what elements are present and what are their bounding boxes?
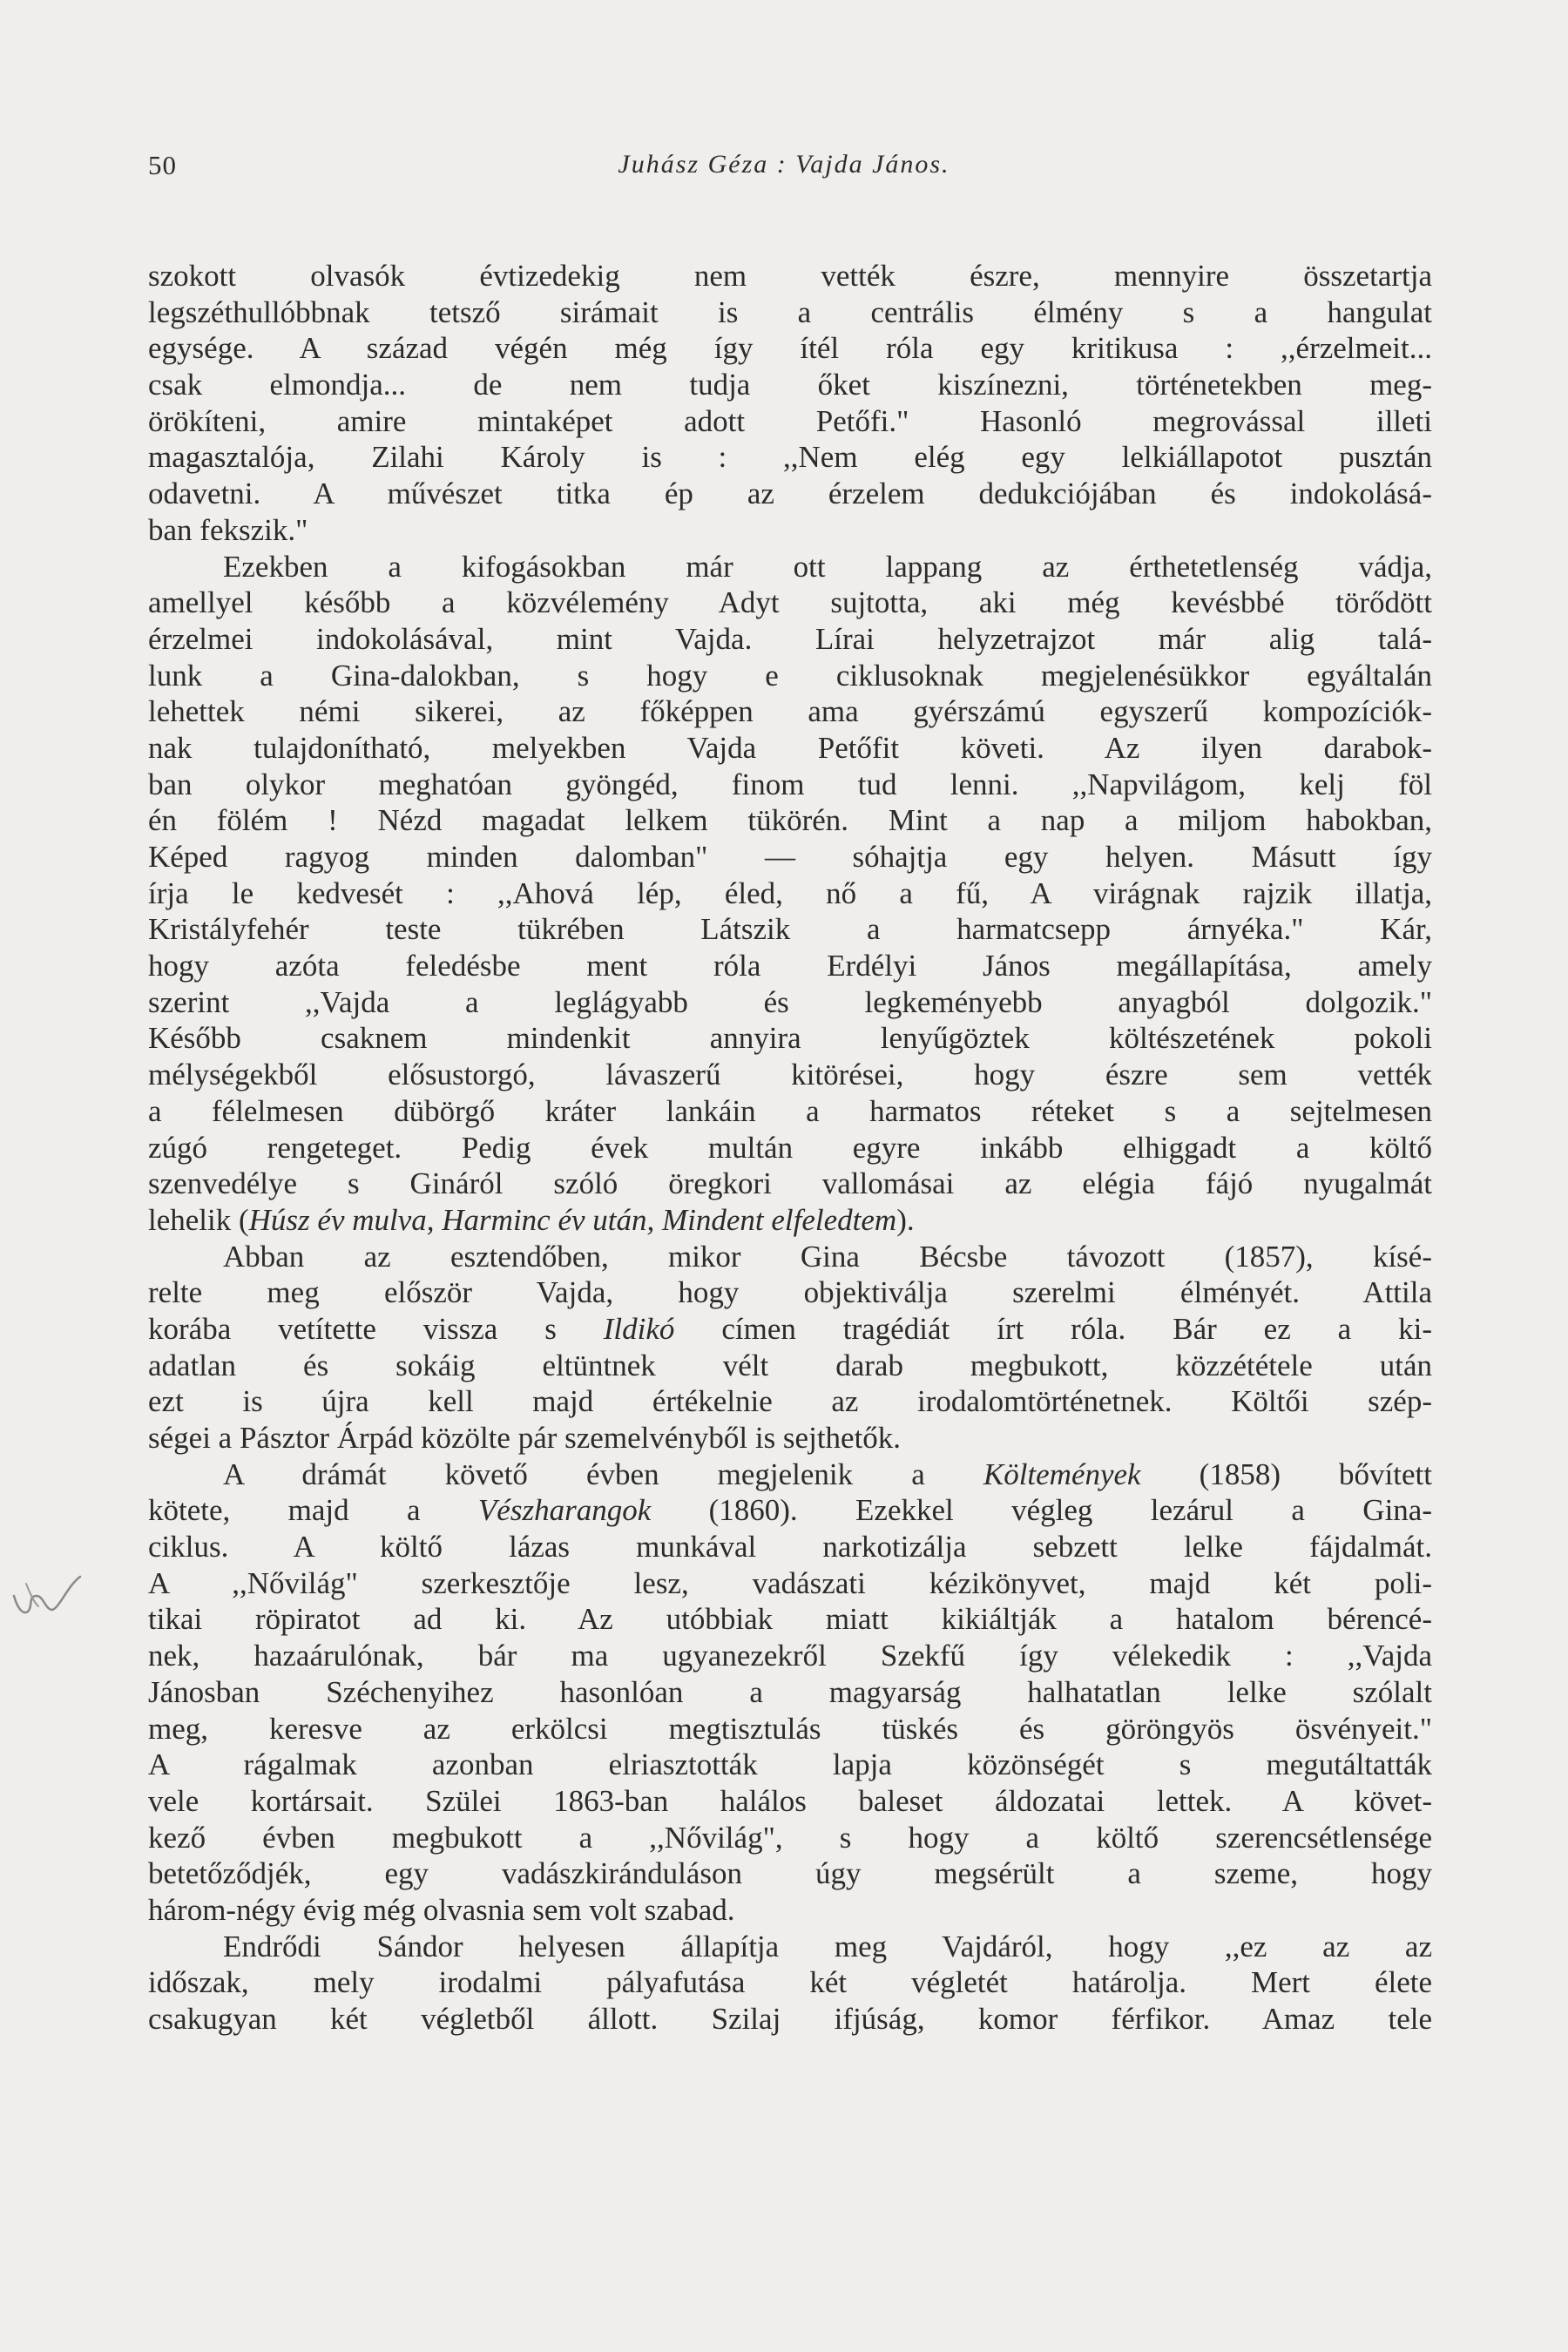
text-line [148, 658, 1432, 694]
text-line [148, 911, 1432, 948]
text-run: egysége. A század végén még így ítél róla egy kritikusa : ,,érzelmeit... [148, 331, 1432, 366]
text-run: a félelmesen dübörgő kráter lankáin a harmatos réteket s a sejtelmesen [148, 1093, 1432, 1128]
text-run: ségei a Pásztor Árpád közölte pár szemelvényből is sejthetők. [148, 1421, 902, 1455]
text-line [148, 1456, 1432, 1493]
page-number: 50 [148, 150, 177, 180]
text-line [148, 1492, 1432, 1529]
text-run: ban olykor meghatóan gyöngéd, finom tud lenni. ,,Napvilágom, kelj föl [148, 767, 1432, 801]
text-run: szerint ,,Vajda a leglágyabb és legkeményebb anyagból dolgozik." [148, 984, 1432, 1019]
text-run: magasztalója, Zilahi Károly is : ,,Nem elég egy lelkiállapotot pusztán [148, 440, 1432, 475]
text-run: érzelmei indokolásával, mint Vajda. Lírai helyzetrajzot már alig talá- [148, 621, 1432, 656]
text-run: Abban az esztendőben, mikor Gina Bécsbe távozott (1857), kísé- [223, 1239, 1432, 1274]
text-line [148, 1529, 1432, 1565]
text-line [148, 549, 1432, 585]
text-line [148, 330, 1432, 367]
text-run: Ezekben a kifogásokban már ott lappang az érthetetlenség vádja, [223, 549, 1432, 584]
text-run: címen tragédiát írt róla. Bár ez a ki- [674, 1311, 1432, 1346]
pencil-margin-mark-icon [7, 1558, 85, 1636]
text-line [148, 1311, 1432, 1348]
text-line [148, 1747, 1432, 1783]
text-run: három-négy évig még olvasnia sem volt szabad. [148, 1892, 735, 1927]
text-line [148, 1239, 1432, 1275]
text-line [148, 948, 1432, 984]
text-run: Képed ragyog minden dalomban" — sóhajtja egy helyen. Másutt így [148, 840, 1432, 874]
text-line [148, 585, 1432, 621]
text-line [148, 1130, 1432, 1166]
body-text [148, 258, 1432, 2038]
text-line [148, 476, 1432, 512]
text-run: időszak, mely irodalmi pályafutása két végletét határolja. Mert élete [148, 1965, 1432, 2000]
text-line [148, 1093, 1432, 1130]
text-line [148, 403, 1432, 440]
text-line [148, 1601, 1432, 1638]
text-run: Endrődi Sándor helyesen állapítja meg Vajdáról, hogy ,,ez az az [223, 1929, 1432, 1963]
text-run: hogy azóta feledésbe ment róla Erdélyi János megállapítása, amely [148, 949, 1432, 983]
text-line [148, 258, 1432, 294]
text-run: betetőződjék, egy vadászkiránduláson úgy megsérült a szeme, hogy [148, 1856, 1432, 1891]
text-run: A drámát követő évben megjelenik a [223, 1456, 983, 1491]
text-line [148, 439, 1432, 476]
text-line [148, 1420, 1432, 1456]
italic-title: Ildikó [603, 1311, 675, 1346]
text-run: A ,,Nővilág" szerkesztője lesz, vadászati kézikönyvet, majd két poli- [148, 1565, 1432, 1600]
text-run: (1860). Ezekkel végleg lezárul a Gina- [651, 1493, 1432, 1528]
text-line [148, 1057, 1432, 1093]
text-line [148, 1638, 1432, 1674]
text-run: szokott olvasók évtizedekig nem vették észre, mennyire összetartja [148, 259, 1432, 293]
text-run: lehettek némi sikerei, az főképpen ama gyérszámú egyszerű kompozíciók- [148, 694, 1432, 729]
text-run: csak elmondja... de nem tudja őket kiszínezni, történetekben meg- [148, 368, 1432, 402]
text-run: csakugyan két végletből állott. Szilaj ifjúság, komor férfikor. Amaz tele [148, 2002, 1432, 2036]
text-line [148, 1820, 1432, 1856]
text-line [148, 512, 1432, 549]
text-line [148, 1929, 1432, 1965]
text-line [148, 1964, 1432, 2001]
text-run: lehelik ( [148, 1202, 249, 1237]
text-line [148, 875, 1432, 912]
text-line [148, 802, 1432, 839]
text-run: szenvedélye s Gináról szóló öregkori vallomásai az elégia fájó nyugalmát [148, 1166, 1432, 1201]
text-run: legszéthullóbbnak tetsző sirámait is a centrális élmény s a hangulat [148, 294, 1432, 329]
text-run: amellyel később a közvélemény Adyt sujtotta, aki még kevésbbé törődött [148, 585, 1432, 620]
text-run: írja le kedvesét : ,,Ahová lép, éled, nő a fű, A virágnak rajzik illatja, [148, 875, 1432, 910]
text-line [148, 767, 1432, 803]
text-run: meg, keresve az erkölcsi megtisztulás tüskés és göröngyös ösvényeit." [148, 1711, 1432, 1746]
text-run: nak tulajdonítható, melyekben Vajda Petőfit követi. Az ilyen darabok- [148, 730, 1432, 765]
text-run: ciklus. A költő lázas munkával narkotizálja sebzett lelke fájdalmát. [148, 1530, 1432, 1565]
text-line [148, 1383, 1432, 1420]
text-run: adatlan és sokáig eltüntnek vélt darab megbukott, közzététele után [148, 1348, 1432, 1382]
text-line [148, 1892, 1432, 1929]
running-head: Juhász Géza : Vajda János. [618, 150, 950, 179]
text-line [148, 839, 1432, 875]
text-line [148, 693, 1432, 730]
text-run: kötete, majd a [148, 1493, 478, 1528]
text-run: ). [896, 1202, 915, 1237]
text-line [148, 621, 1432, 658]
text-run: ezt is újra kell majd értékelnie az irodalomtörténetnek. Költői szép- [148, 1384, 1432, 1419]
text-line [148, 1783, 1432, 1820]
italic-title: Költemények [983, 1456, 1141, 1491]
text-line [148, 1202, 1432, 1239]
text-line [148, 730, 1432, 767]
text-line [148, 2001, 1432, 2038]
text-run: Jánosban Széchenyihez hasonlóan a magyarság halhatatlan lelke szólalt [148, 1674, 1432, 1709]
italic-title: Vészharangok [477, 1493, 652, 1528]
text-run: ban fekszik." [148, 512, 308, 547]
text-line [148, 984, 1432, 1021]
text-line [148, 1020, 1432, 1057]
text-run: zúgó rengeteget. Pedig évek multán egyre inkább elhiggadt a költő [148, 1130, 1432, 1165]
text-run: relte meg először Vajda, hogy objektiválja szerelmi élményét. Attila [148, 1275, 1432, 1310]
text-run: mélységekből elősustorgó, lávaszerű kitörései, hogy észre sem vették [148, 1058, 1432, 1092]
text-run: tikai röpiratot ad ki. Az utóbbiak miatt kikiáltják a hatalom bérencé- [148, 1602, 1432, 1637]
text-line [148, 294, 1432, 331]
text-run: Később csaknem mindenkit annyira lenyűgöztek költészetének pokoli [148, 1021, 1432, 1056]
text-line [148, 1711, 1432, 1747]
text-line [148, 1565, 1432, 1602]
text-run: nek, hazaárulónak, bár ma ugyanezekről Szekfű így vélekedik : ,,Vajda [148, 1639, 1432, 1673]
text-run: lunk a Gina-dalokban, s hogy e ciklusoknak megjelenésükkor egyáltalán [148, 658, 1432, 693]
text-line [148, 1166, 1432, 1202]
text-line [148, 1274, 1432, 1311]
text-run: korába vetítette vissza s [148, 1311, 604, 1346]
text-run: vele kortársait. Szülei 1863-ban halálos baleset áldozatai lettek. A követ- [148, 1783, 1432, 1818]
text-run: én fölém ! Nézd magadat lelkem tükörén. Mint a nap a miljom habokban, [148, 803, 1432, 838]
text-run: örökíteni, amire mintaképet adott Petőfi." Hasonló megrovással illeti [148, 403, 1432, 438]
text-line [148, 1348, 1432, 1384]
text-run: Kristályfehér teste tükrében Látszik a harmatcsepp árnyéka." Kár, [148, 912, 1432, 947]
text-run: kező évben megbukott a ,,Nővilág", s hogy a költő szerencsétlensége [148, 1820, 1432, 1855]
text-line [148, 1674, 1432, 1711]
italic-title: Húsz év mulva, Harminc év után, Mindent elfeledtem [248, 1202, 897, 1237]
text-line [148, 1855, 1432, 1892]
text-run: odavetni. A művészet titka ép az érzelem dedukciójában és indokolásá- [148, 476, 1432, 511]
text-line [148, 367, 1432, 403]
text-run: A rágalmak azonban elriasztották lapja közönségét s megutáltatták [148, 1747, 1432, 1782]
text-run: (1858) bővített [1140, 1456, 1432, 1491]
